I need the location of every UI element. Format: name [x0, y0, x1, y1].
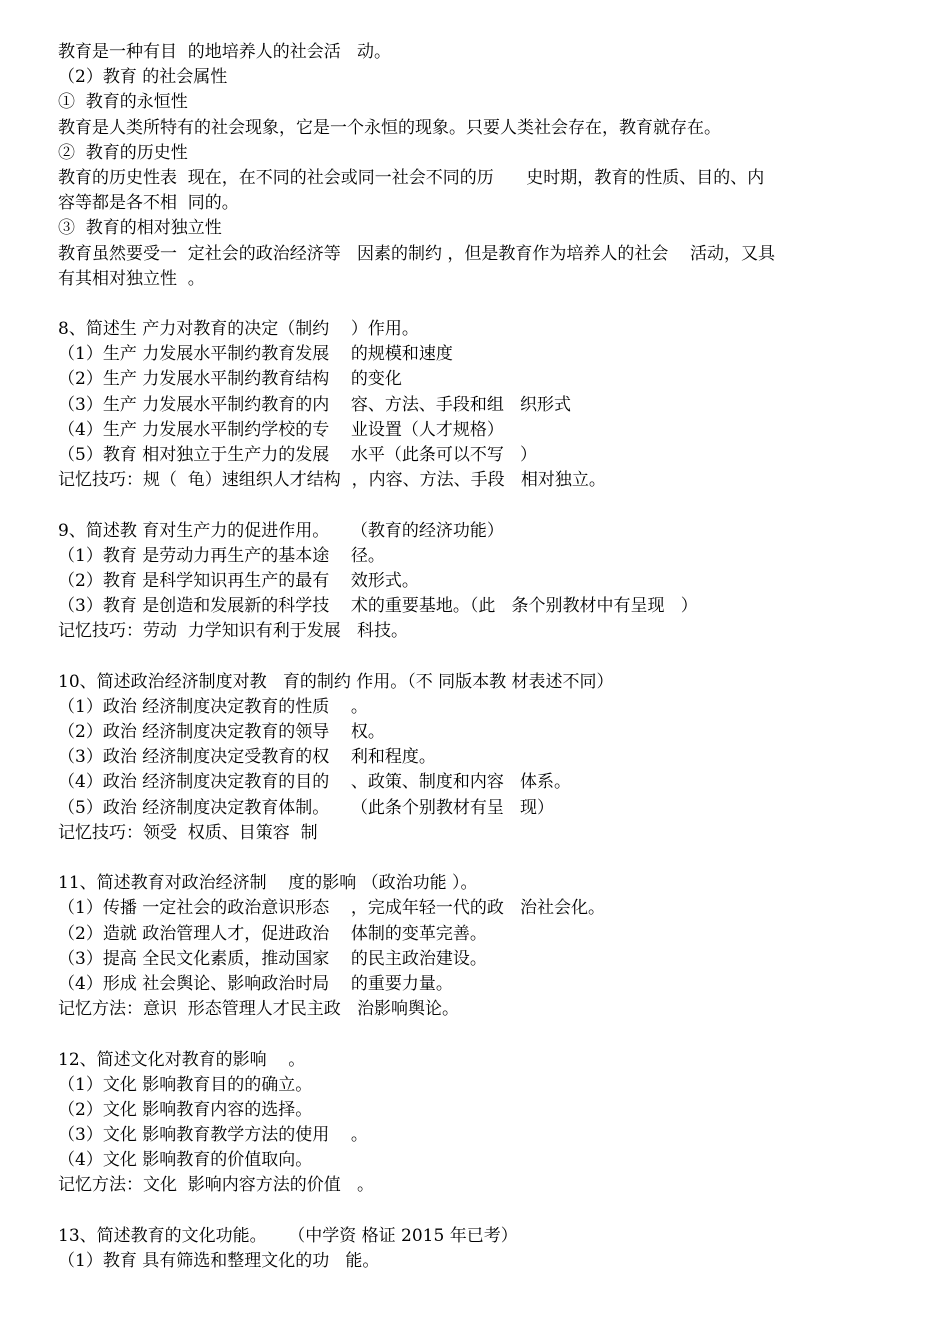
blank-line: [58, 292, 918, 317]
text-line: 教育虽然要受一 定社会的政治经济等 因素的制约 ，但是教育作为培养人的社会 活动，又具: [58, 243, 776, 264]
list-item: （2）教育 是科学知识再生产的最有 效形式。: [58, 570, 419, 591]
question-heading: 8、简述生 产力对教育的决定（制约 ）作用。: [58, 319, 419, 340]
text-line: 教育的历史性表 现在，在不同的社会或同一社会不同的历 史时期，教育的性质、目的、内: [58, 167, 765, 188]
list-item: （2）政治 经济制度决定教育的领导 权。: [58, 722, 385, 743]
list-item: （5）政治 经济制度决定教育体制。 （此条个别教材有呈 现）: [58, 797, 555, 818]
text-line: 有其相对独立性 。: [58, 268, 205, 289]
section-subheading: ③ 教育的相对独立性: [58, 218, 222, 239]
blank-line: [58, 1199, 918, 1224]
memory-tip: 记忆技巧：规（ 龟）速组织人才结构 ，内容、方法、手段 相对独立。: [58, 470, 606, 491]
text-line: 容等都是各不相 同的。: [58, 193, 239, 214]
blank-line: [58, 493, 918, 518]
list-item: （5）教育 相对独立于生产力的发展 水平（此条可以不写 ）: [58, 445, 538, 465]
list-item: （1）教育 是劳动力再生产的基本途 径。: [58, 545, 385, 566]
question-heading: 11、简述教育对政治经济制 度的影响 （政治功能 ）。: [58, 873, 478, 894]
memory-tip: 记忆技巧：领受 权质、目策容 制: [58, 822, 318, 843]
list-item: （3）生产 力发展水平制约教育的内 容、方法、手段和组 织形式: [58, 394, 572, 415]
blank-line: [58, 1022, 918, 1047]
list-item: （1）传播 一定社会的政治意识形态 ，完成年轻一代的政 治社会化。: [58, 898, 606, 919]
list-item: （4）形成 社会舆论、影响政治时局 的重要力量。: [58, 973, 453, 994]
question-heading: 12、简述文化对教育的影响 。: [58, 1049, 306, 1070]
list-item: （2）文化 影响教育内容的选择。: [58, 1099, 313, 1120]
list-item: （2）造就 政治管理人才，促进政治 体制的变革完善。: [58, 923, 487, 944]
blank-line: [58, 645, 918, 670]
document-page: [58, 40, 918, 1274]
text-line: 教育是人类所特有的社会现象，它是一个永恒的现象。只要人类社会存在，教育就存在。: [58, 117, 721, 138]
list-item: （3）教育 是创造和发展新的科学技 术的重要基地。（此 条个别教材中有呈现 ）: [58, 596, 698, 617]
list-item: （3）文化 影响教育教学方法的使用 。: [58, 1125, 368, 1146]
list-item: （1）文化 影响教育目的的确立。: [58, 1074, 313, 1095]
list-item: （4）文化 影响教育的价值取向。: [58, 1150, 313, 1171]
question-heading: 10、简述政治经济制度对教 育的制约 作用。（不 同版本教 材表述不同）: [58, 671, 614, 692]
memory-tip: 记忆技巧：劳动 力学知识有利于发展 科技。: [58, 621, 409, 642]
section-subheading: ② 教育的历史性: [58, 142, 188, 163]
blank-line: [58, 846, 918, 871]
text-line: 教育是一种有目 的地培养人的社会活 动。: [58, 42, 392, 62]
list-item: （3）政治 经济制度决定受教育的权 利和程度。: [58, 747, 436, 768]
list-item: （4）政治 经济制度决定教育的目的 、政策、制度和内容 体系。: [58, 772, 572, 793]
list-item: （3）提高 全民文化素质，推动国家 的民主政治建设。: [58, 948, 487, 969]
memory-tip: 记忆方法：文化 影响内容方法的价值 。: [58, 1175, 375, 1196]
list-item: （4）生产 力发展水平制约学校的专 业设置（人才规格）: [58, 419, 504, 440]
question-heading: 13、简述教育的文化功能。 （中学资 格证 2015 年已考）: [58, 1225, 518, 1246]
list-item: （1）教育 具有筛选和整理文化的功 能。: [58, 1251, 380, 1271]
question-heading: 9、简述教 育对生产力的促进作用。 （教育的经济功能）: [58, 520, 504, 541]
section-subheading: ① 教育的永恒性: [58, 92, 188, 113]
section-subheading: （2）教育 的社会属性: [58, 67, 228, 88]
list-item: （1）政治 经济制度决定教育的性质 。: [58, 696, 368, 717]
memory-tip: 记忆方法：意识 形态管理人才民主政 治影响舆论。: [58, 999, 460, 1020]
list-item: （1）生产 力发展水平制约教育发展 的规模和速度: [58, 344, 453, 365]
list-item: （2）生产 力发展水平制约教育结构 的变化: [58, 369, 402, 390]
